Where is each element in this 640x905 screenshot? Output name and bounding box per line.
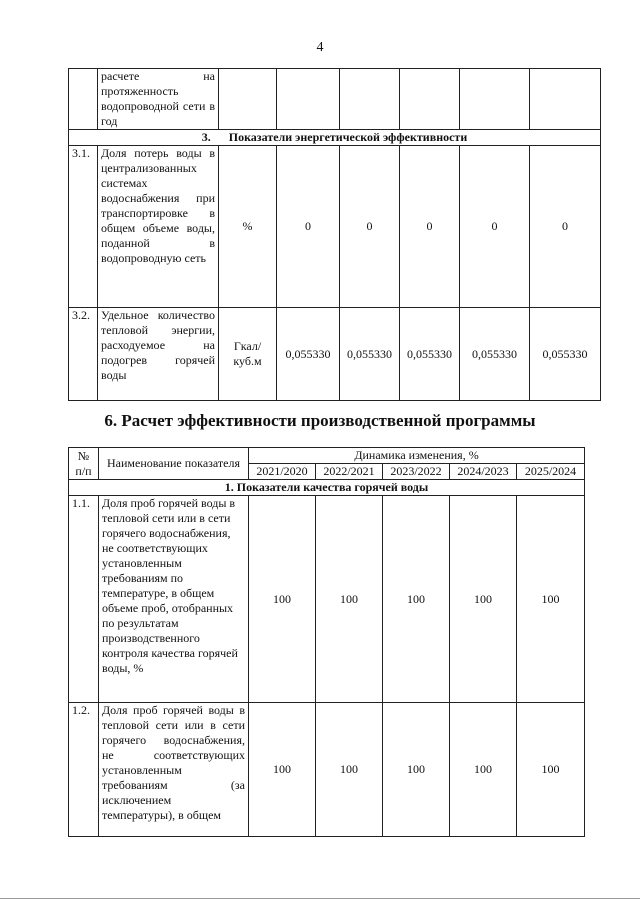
row-value: 100 (249, 703, 316, 837)
row-number: 1.2. (69, 703, 99, 837)
section-row (69, 130, 601, 146)
row-value: 0 (460, 146, 530, 308)
section-title: 1. Показатели качества горячей воды (69, 480, 585, 496)
row-value: 100 (517, 496, 585, 703)
row-number: 1.1. (69, 496, 99, 703)
section-heading: 6. Расчет эффективности производственной программы (104, 411, 536, 430)
row-value: 100 (383, 703, 450, 837)
header-year: 2021/2020 (249, 464, 316, 480)
row-value: 0 (340, 146, 400, 308)
row-name: Доля потерь воды в централизованных системах водоснабжения при транспортировке в общем объеме воды, поданной в водопроводную сеть (98, 146, 219, 308)
row-value: 0,055330 (460, 308, 530, 401)
header-row (69, 448, 585, 464)
header-year: 2024/2023 (450, 464, 517, 480)
row-name: Доля проб горячей воды в тепловой сети или в сети горячего водоснабжения, не соответствующих установленным требованиям (за исключением температуры), в общем (99, 703, 249, 837)
row-name: расчете на протяженность водопроводной сети в год (98, 69, 219, 130)
row-value: 0,055330 (530, 308, 601, 401)
row-value: 100 (450, 496, 517, 703)
row-value: 100 (316, 703, 383, 837)
row-number: 3.2. (69, 308, 98, 401)
section-title: Показатели энергетической эффективности (228, 130, 468, 144)
section-number: 3. (201, 130, 211, 144)
row-value: 100 (249, 496, 316, 703)
row-unit: % (219, 146, 277, 308)
table-row (69, 308, 601, 401)
page-bottom-edge (0, 898, 640, 899)
row-value: 0 (530, 146, 601, 308)
table-row (69, 703, 585, 837)
header-dynamics: Динамика изменения, % (249, 448, 585, 464)
header-name: Наименование показателя (99, 448, 249, 480)
header-year: 2023/2022 (383, 464, 450, 480)
section-row (69, 480, 585, 496)
row-value: 0 (277, 146, 340, 308)
table-row (69, 69, 601, 130)
row-unit: Гкал/ куб.м (219, 308, 277, 401)
row-number: 3.1. (69, 146, 98, 308)
row-value: 0,055330 (277, 308, 340, 401)
header-year: 2025/2024 (517, 464, 585, 480)
header-year: 2022/2021 (316, 464, 383, 480)
row-name: Доля проб горячей воды в тепловой сети или в сети горячего водоснабжения, не соответствующих установленным требованиям по температуре, в общем объеме проб, отобранных по результатам производственного контроля качества горячей воды, % (99, 496, 249, 703)
row-value: 0,055330 (400, 308, 460, 401)
row-name: Удельное количество тепловой энергии, расходуемое на подогрев горячей воды (98, 308, 219, 401)
table-row (69, 146, 601, 308)
row-value: 100 (383, 496, 450, 703)
row-value: 100 (450, 703, 517, 837)
page-number: 4 (316, 40, 324, 55)
table-row (69, 496, 585, 703)
row-value: 100 (517, 703, 585, 837)
row-value: 0 (400, 146, 460, 308)
row-value: 100 (316, 496, 383, 703)
row-value: 0,055330 (340, 308, 400, 401)
program-efficiency-table (68, 447, 585, 837)
header-number: № п/п (69, 448, 99, 480)
energy-efficiency-table (68, 68, 601, 401)
